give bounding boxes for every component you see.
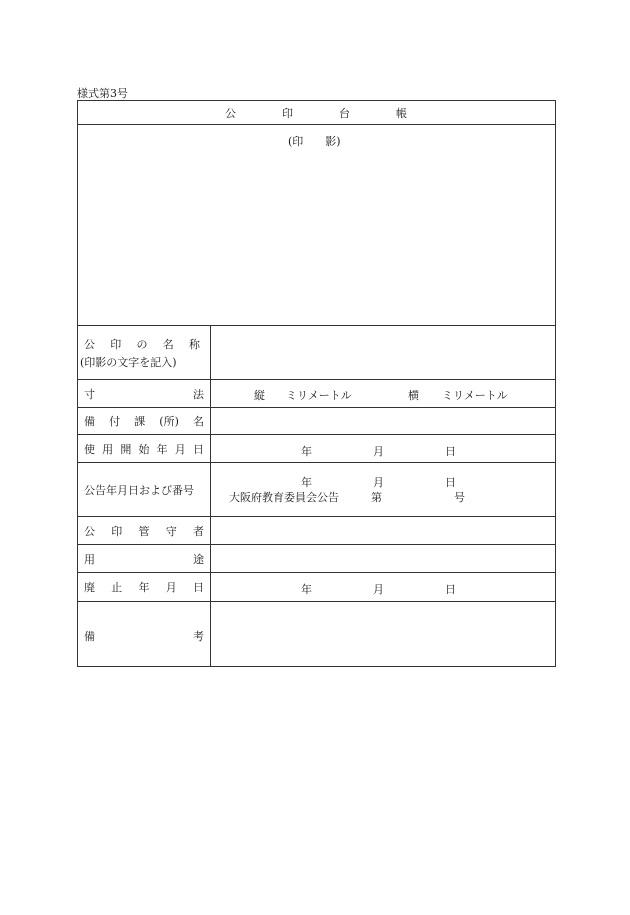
notice-row [78, 463, 555, 517]
label-char: 課 [134, 415, 146, 428]
department-row [78, 408, 555, 435]
year-label: 年 [301, 476, 312, 489]
label-char: 年 [138, 581, 150, 594]
use-label [78, 545, 211, 572]
size-unit: ミリメートル [442, 389, 508, 402]
year-label: 年 [301, 583, 312, 596]
page-title [225, 105, 407, 121]
seal-name-sublabel: (印影の文字を記入) [80, 355, 177, 369]
keeper-label [78, 517, 211, 544]
label-char: 考 [193, 630, 204, 643]
label-char: 公 [84, 524, 95, 538]
label-char: 日 [193, 581, 204, 594]
form-number: 様式第3号 [77, 87, 128, 100]
title-char: 印 [282, 107, 293, 120]
seal-name-label [78, 326, 211, 379]
start-date-value[interactable] [211, 435, 555, 462]
notice-board-text: 大阪府教育委員会公告 [229, 491, 339, 504]
label-char: 使 [84, 442, 95, 456]
label-char: 守 [165, 524, 177, 538]
month-label: 月 [373, 445, 384, 458]
label-char: 名 [192, 415, 204, 428]
notice-label [78, 463, 211, 516]
size-row [78, 380, 555, 408]
use-value[interactable] [211, 545, 555, 572]
size-unit: ミリメートル [286, 389, 352, 402]
seal-name-value[interactable] [211, 326, 555, 379]
label-char: 始 [138, 442, 150, 456]
label-char: 管 [138, 524, 150, 538]
day-label: 日 [445, 583, 456, 596]
label-char: 者 [193, 524, 204, 538]
label-char: 法 [193, 387, 204, 401]
title-char: 公 [225, 107, 236, 120]
seal-register-table [77, 100, 556, 667]
remarks-value[interactable] [211, 602, 555, 666]
label-char: 印 [111, 524, 123, 538]
label-char: 止 [111, 581, 123, 594]
label-char: 用 [102, 442, 114, 456]
label-char: 月 [165, 581, 177, 594]
label-char: 印 [110, 337, 122, 351]
size-horizontal-label: 横 [408, 389, 419, 402]
label-char: 公 [84, 337, 95, 351]
label-char: 廃 [84, 581, 95, 594]
notice-number-suffix: 号 [454, 491, 465, 504]
label-char: (所) [159, 415, 179, 428]
impression-row [78, 125, 555, 326]
department-value[interactable] [211, 408, 555, 434]
size-vertical-label: 縦 [254, 389, 265, 402]
label-char: 月 [174, 442, 186, 456]
abolish-date-label [78, 573, 211, 601]
keeper-row [78, 517, 555, 545]
remarks-row [78, 602, 555, 666]
label-char: 付 [109, 415, 121, 428]
label-char: 備 [84, 630, 95, 643]
abolish-date-value[interactable] [211, 573, 555, 601]
label-char: 寸 [84, 387, 95, 401]
label-char: 途 [193, 552, 204, 566]
size-value[interactable] [211, 380, 555, 407]
label-char: 用 [84, 552, 95, 566]
label-char: 開 [120, 442, 132, 456]
seal-name-row [78, 326, 555, 380]
label-char: 称 [189, 337, 200, 351]
start-date-label [78, 435, 211, 462]
start-date-row [78, 435, 555, 463]
abolish-date-row [78, 573, 555, 602]
day-label: 日 [445, 476, 456, 489]
remarks-label [78, 602, 211, 666]
month-label: 月 [373, 476, 384, 489]
title-char: 台 [339, 107, 350, 120]
month-label: 月 [373, 583, 384, 596]
use-row [78, 545, 555, 573]
notice-value[interactable] [211, 463, 555, 516]
size-label [78, 380, 211, 407]
label-char: 備 [84, 415, 95, 428]
title-row [78, 101, 555, 125]
label-char: 名 [162, 337, 174, 351]
impression-label: (印 影) [288, 135, 341, 148]
notice-label-text: 公告年月日および番号 [84, 483, 194, 497]
keeper-value[interactable] [211, 517, 555, 544]
label-char: の [136, 337, 148, 351]
notice-number-prefix: 第 [371, 491, 382, 504]
year-label: 年 [301, 445, 312, 458]
title-char: 帳 [396, 107, 407, 120]
label-char: 年 [156, 442, 168, 456]
day-label: 日 [445, 445, 456, 458]
department-label [78, 408, 211, 434]
label-char: 日 [192, 442, 204, 456]
